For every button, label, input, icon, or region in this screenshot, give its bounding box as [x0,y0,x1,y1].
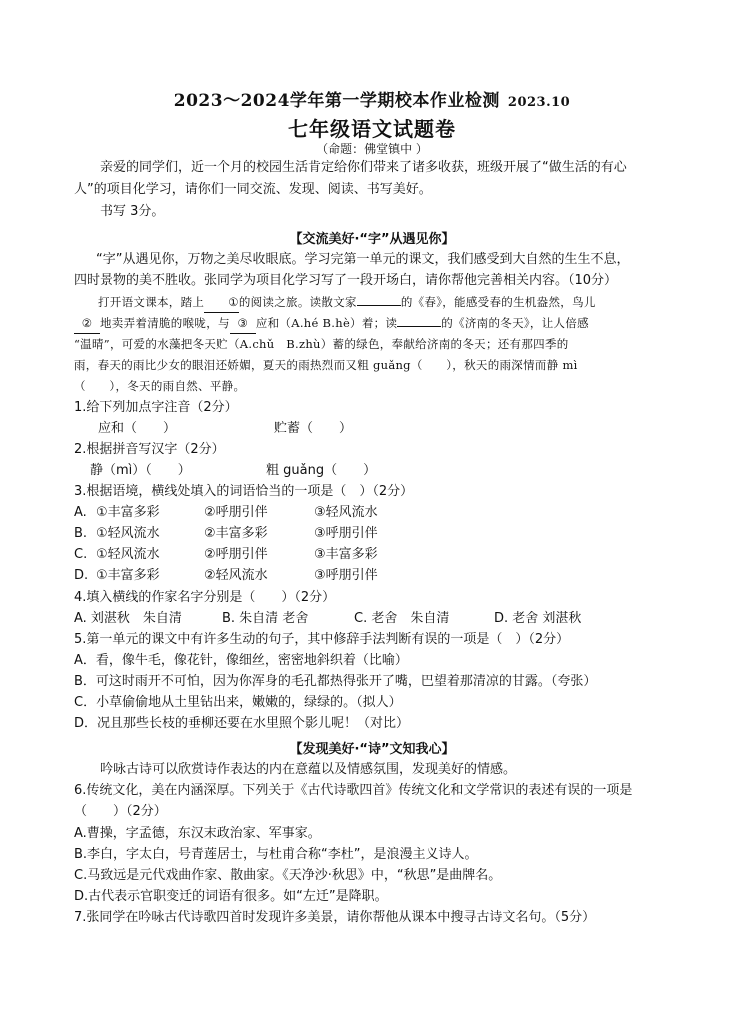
question-1-items [74,419,674,439]
passage-text: 打开语文课本，踏上 [98,295,205,309]
option-label: A. [74,505,87,520]
q3-option-b[interactable] [74,524,674,544]
passage-text: 的阅读之旅。读散文家 [238,295,357,309]
intro-line-3: 书写 3分。 [100,204,165,219]
option-label: C. [74,547,88,562]
blank-3[interactable]: ③ [230,313,256,334]
option-choice: ②呼朋引伴 [204,547,268,562]
q1-item-b: 贮蓄（ ） [274,421,353,436]
section2-heading: 【发现美好·“诗”文知我心】 [289,742,455,757]
question-2-items [74,461,674,481]
option-choice: ①丰富多彩 [96,505,160,520]
q4-option-d[interactable]: D. 老舍 刘湛秋 [494,611,582,626]
passage-line-1 [74,292,678,313]
question-1: 1.给下列加点字注音（2分） [74,400,238,415]
option-choice: ②丰富多彩 [204,526,268,541]
exam-title [0,86,744,111]
passage-text: 的《春》，能感受春的生机盎然，鸟儿 [400,295,596,309]
q5-option-b[interactable]: B．可这时雨开不可怕，因为你浑身的毛孔都热得张开了嘴，巴望着那清凉的甘露。（夸张） [74,674,597,689]
option-choice: ②呼朋引伴 [204,505,268,520]
option-choice: ③呼朋引伴 [314,526,378,541]
option-choice: ③呼朋引伴 [314,568,378,583]
question-3: 3.根据语境，横线处填入的词语恰当的一项是（ ）（2分） [74,484,414,499]
option-choice: ③轻风流水 [314,505,378,520]
exam-subtitle: 七年级语文试题卷 [288,117,456,141]
q6-option-b[interactable]: B.李白，字太白，号青莲居士，与杜甫合称“李杜”，是浪漫主义诗人。 [74,847,478,862]
question-4-options [74,609,674,629]
passage-text: 地卖弄着清脆的喉咙，与 [100,316,230,330]
option-label: B. [74,526,88,541]
q2-item-b: 粗 guǎng（ ） [266,463,377,478]
q1-item-a: 应和（ ） [98,421,177,436]
question-6: 6.传统文化，美在内涵深厚。下列关于《古代诗歌四首》传统文化和文学常识的表述有误的一项是 [74,783,633,798]
q4-option-b[interactable]: B. 朱自清 老舍 [222,611,309,626]
question-2: 2.根据拼音写汉字（2分） [74,442,225,457]
q6-option-d[interactable]: D.古代表示官职变迁的词语有很多。如“左迁”是降职。 [74,889,388,904]
question-5: 5.第一单元的课文中有许多生动的句子，其中修辞手法判断有误的一项是（ ）（2分） [74,632,570,647]
passage-line-3: “温晴”，可爱的水藻把冬天贮（A.chǔ B.zhù）蓄的绿色，奉献给济南的冬天；还有那四季的 [74,337,569,351]
q5-option-a[interactable]: A．看，像牛毛，像花针，像细丝，密密地斜织着（比喻） [74,653,408,668]
question-6-cont: （ ）（2分） [74,804,167,819]
option-choice: ③丰富多彩 [314,547,378,562]
option-choice: ①轻风流水 [96,547,160,562]
q5-option-d[interactable]: D．况且那些长枝的垂柳还要在水里照个影儿呢！（对比） [74,716,410,731]
intro-line-1: 亲爱的同学们，近一个月的校园生活肯定给你们带来了诸多收获，班级开展了“做生活的有心 [100,160,627,175]
exam-title-text: 2023～2024学年第一学期校本作业检测 [173,91,500,111]
q4-option-a[interactable]: A. 刘湛秋 朱自清 [74,611,182,626]
option-choice: ①轻风流水 [96,526,160,541]
question-7: 7.张同学在吟咏古代诗歌四首时发现许多美景，请你帮他从课本中搜寻古诗文名句。（5分） [74,910,596,925]
q6-option-c[interactable]: C.马致远是元代戏曲作家、散曲家。《天净沙·秋思》中，“秋思”是曲牌名。 [74,868,502,883]
q2-item-a: 静（mì）（ ） [90,463,191,478]
option-choice: ①丰富多彩 [96,568,160,583]
section1-para-2: 四时景物的美不胜收。张同学为项目化学习写了一段开场白，请你帮他完善相关内容。（10分） [74,273,618,288]
blank-author-2[interactable] [397,326,441,327]
section1-heading: 【交流美好·“字”从遇见你】 [289,232,455,247]
section2-para-1: 吟咏古诗可以欣赏诗作表达的内在意蕴以及情感氛围，发现美好的情感。 [100,762,517,777]
question-4: 4.填入横线的作家名字分别是（ ）（2分） [74,590,336,605]
blank-2[interactable]: ② [74,313,100,334]
intro-line-2: 人”的项目化学习，请你们一同交流、发现、阅读、书写美好。 [74,182,432,197]
passage-line-4: 雨，春天的雨比少女的眼泪还娇媚，夏天的雨热烈而又粗 guǎng（ ），秋天的雨深情而静 mì [74,358,578,372]
blank-author-1[interactable] [357,305,401,306]
exam-date: 2023.10 [507,95,571,110]
q3-option-c[interactable] [74,545,674,565]
passage-line-5: （ ），冬天的雨自然、平静。 [74,379,246,393]
passage-line-2 [74,313,678,334]
q3-option-d[interactable] [74,566,674,586]
option-choice: ②轻风流水 [204,568,268,583]
option-label: D. [74,568,89,583]
exam-setter: （命题：佛堂镇中 ） [316,142,428,156]
section1-para-1: “字”从遇见你，万物之美尽收眼底。学习完第一单元的课文，我们感受到大自然的生生不息， [96,252,630,267]
q5-option-c[interactable]: C．小草偷偷地从土里钻出来，嫩嫩的，绿绿的。（拟人） [74,695,402,710]
q3-option-a[interactable] [74,503,674,523]
blank-1[interactable]: ① [204,292,239,313]
q4-option-c[interactable]: C. 老舍 朱自清 [354,611,450,626]
passage-text: 的《济南的冬天》，让人倍感 [441,316,589,330]
passage-text: 应和（A.hé B.hè）着；读 [255,316,398,330]
q6-option-a[interactable]: A.曹操，字孟德，东汉末政治家、军事家。 [74,826,321,841]
